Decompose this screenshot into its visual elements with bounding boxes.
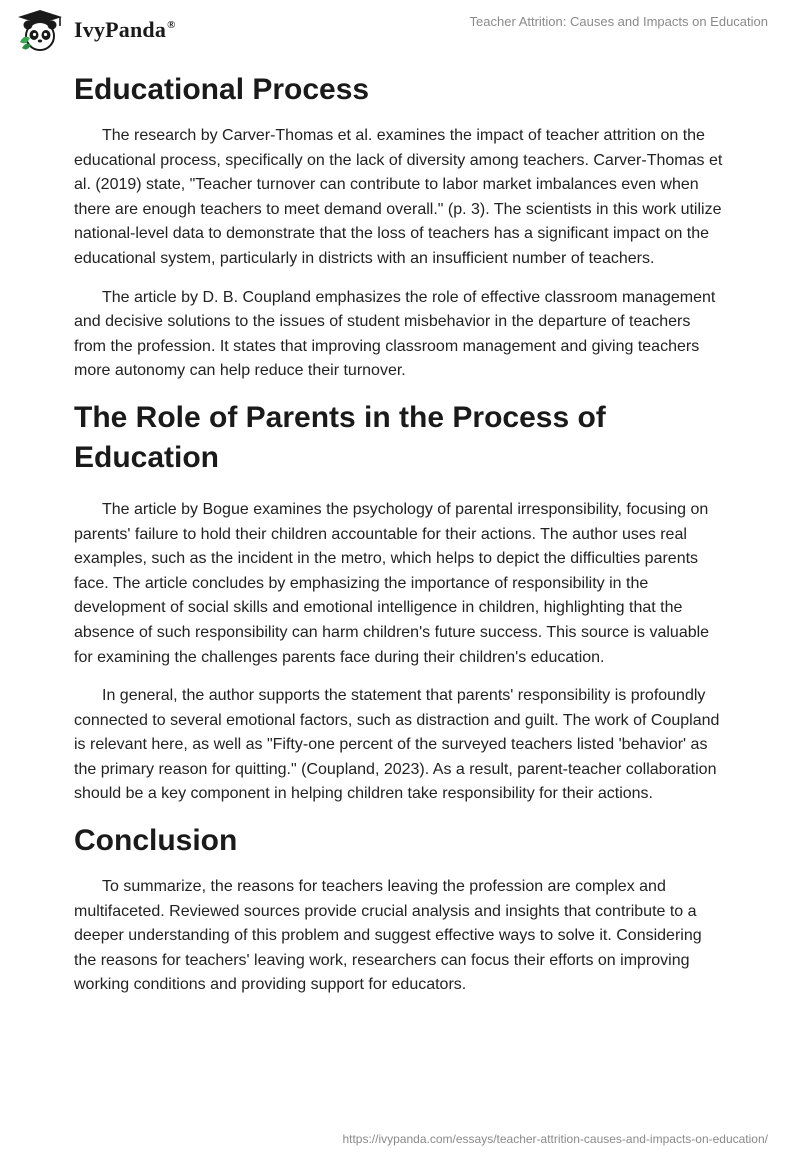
section-heading: Conclusion xyxy=(74,824,238,858)
document-title: Teacher Attrition: Causes and Impacts on Education xyxy=(469,14,768,29)
section-heading: The Role of Parents in the Process of Education xyxy=(74,400,606,474)
essay-content xyxy=(74,70,726,1012)
paragraph: The article by D. B. Coupland emphasizes the role of effective classroom management and decisive solutions to the issues of student misbehavior in the departure of teachers from the profession. It states that improving classroom management and giving teachers more autonomy can help reduce their turnover. xyxy=(74,288,716,380)
paragraph: In general, the author supports the statement that parents' responsibility is profoundly connected to several emotional factors, such as distraction and guilt. The work of Coupland is relevant here, as well as "Fifty-one percent of the surveyed teachers listed 'behavior' as the primary reason for quitting." (Coupland, 2023). As a result, parent-teacher collaboration should be a key component in helping children take responsibility for their actions. xyxy=(74,687,720,803)
paragraph: The research by Carver-Thomas et al. examines the impact of teacher attrition on the educational process, specifically on the lack of diversity among teachers. Carver-Thomas et al. (2019) state, "Teacher turnover can contribute to labor market imbalances even when there are enough teachers to meet demand overall." (p. 3). The scientists in this work utilize national-level data to demonstrate that the loss of teachers has a significant impact on the educational system, particularly in districts with an insufficient number of teachers. xyxy=(74,127,723,267)
page-header xyxy=(0,0,800,60)
paragraph: To summarize, the reasons for teachers leaving the profession are complex and multifaceted. Reviewed sources provide crucial analysis and insights that contribute to a deeper understanding of this problem and suggest effective ways to solve it. Considering the reasons for teachers' leaving work, researchers can focus their efforts on improving working conditions and providing support for educators. xyxy=(74,878,702,994)
paragraph: The article by Bogue examines the psychology of parental irresponsibility, focusing on parents' failure to hold their children accountable for their actions. The author uses real examples, such as the incident in the metro, which helps to depict the difficulties parents face. The article concludes by emphasizing the importance of responsibility in the development of social skills and emotional intelligence in children, highlighting that the absence of such responsibility can harm children's future success. This source is valuable for examining the challenges parents face during their children's education. xyxy=(74,500,710,666)
panda-logo-icon xyxy=(14,8,70,52)
brand-logo[interactable] xyxy=(14,8,176,52)
brand-name: IvyPanda® xyxy=(74,17,176,42)
source-url[interactable]: https://ivypanda.com/essays/teacher-attrition-causes-and-impacts-on-education/ xyxy=(342,1132,768,1146)
section-heading: Educational Process xyxy=(74,73,370,106)
